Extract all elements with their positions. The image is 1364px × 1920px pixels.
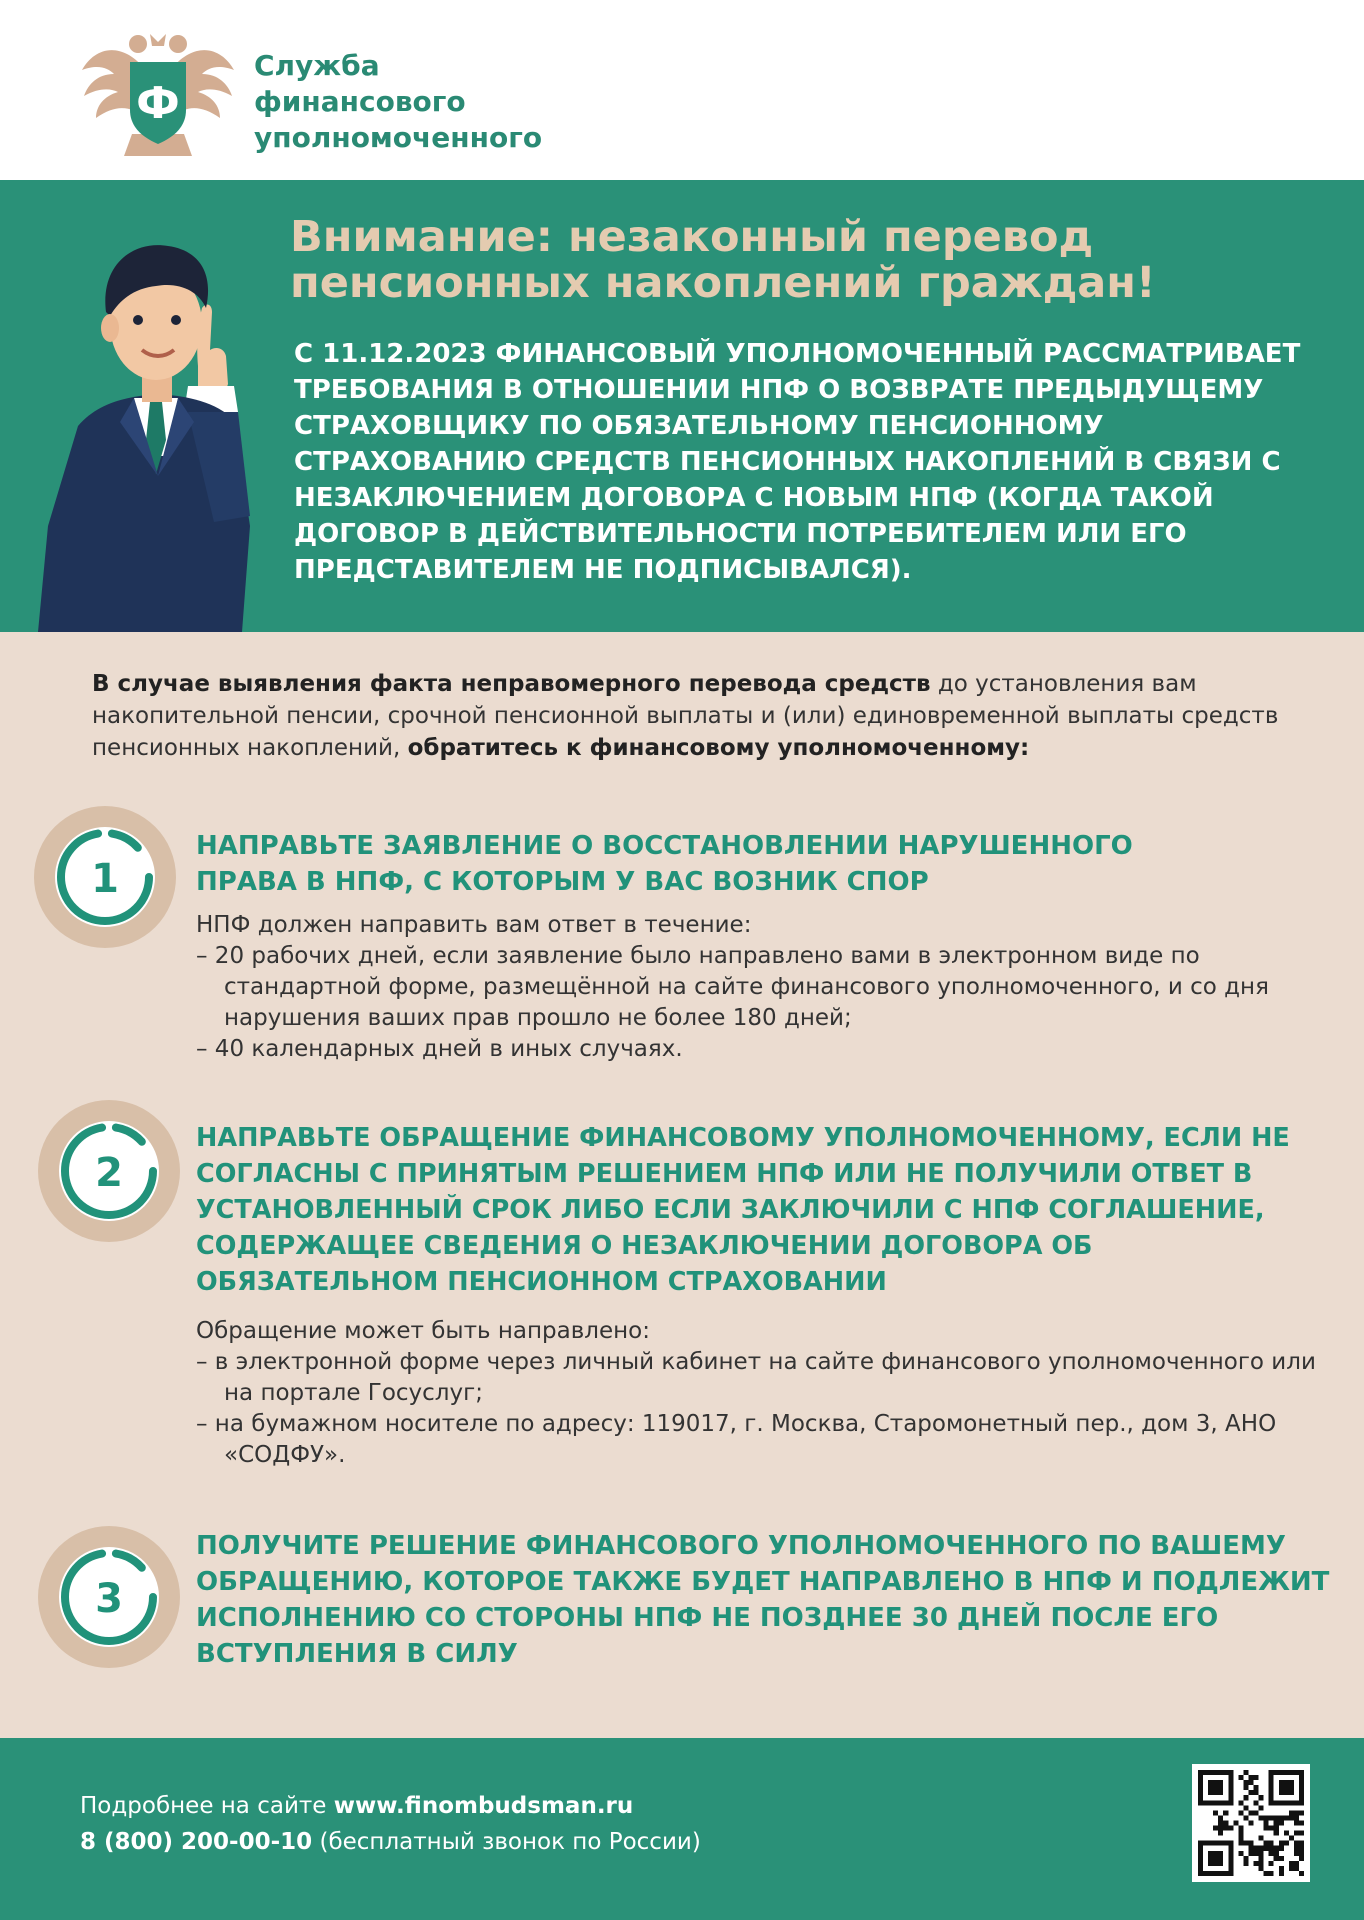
step-title: ПОЛУЧИТЕ РЕШЕНИЕ ФИНАНСОВОГО УПОЛНОМОЧЕННОГО ПО ВАШЕМУ ОБРАЩЕНИЮ, КОТОРОЕ ТАКЖЕ БУДЕТ НАПРАВЛЕНО В НПФ И ПОДЛЕЖИТ ИСПОЛНЕНИЮ СО СТОРОНЫ НПФ НЕ ПОЗДНЕЕ 30 ДНЕЙ ПОСЛЕ ЕГО ВСТУПЛЕНИЯ В СИЛУ (196, 1531, 1330, 1669)
qr-code-graphic (1198, 1770, 1304, 1876)
brand-name-line: Служба (254, 49, 380, 82)
site-prefix: Подробнее на сайте (80, 1793, 334, 1819)
hero-banner (0, 180, 1364, 632)
svg-text:1: 1 (91, 856, 119, 902)
step-number-circle (38, 1526, 180, 1668)
businessman-illustration (38, 216, 268, 632)
step-lead: НПФ должен направить вам ответ в течение: (196, 912, 752, 938)
intro-middle: до установления вам накопительной пенсии, срочной пенсионной выплаты и (или) единовременной выплаты средств пенсионных накоплений, (92, 671, 1279, 761)
page-title (290, 214, 1330, 306)
step-list-item: – 20 рабочих дней, если заявление было направлено вами в электронном виде по стандартной форме, размещённой на сайте финансового уполномоченного, и со дня нарушения ваших прав прошло не более 180 дней; (196, 943, 1269, 1031)
intro-bold-end: обратитесь к финансовому уполномоченному: (407, 735, 1030, 761)
step-number-circle (38, 1100, 180, 1242)
step-list-item: – 40 календарных дней в иных случаях. (196, 1036, 683, 1062)
step-lead: Обращение может быть направлено: (196, 1318, 650, 1344)
intro-paragraph (92, 668, 1322, 764)
step-number-circle (34, 806, 176, 948)
step-body (196, 910, 1336, 1065)
step-title: НАПРАВЬТЕ ЗАЯВЛЕНИЕ О ВОССТАНОВЛЕНИИ НАРУШЕННОГО ПРАВА В НПФ, С КОТОРЫМ У ВАС ВОЗНИК СПОР (196, 831, 1133, 897)
step-title: НАПРАВЬТЕ ОБРАЩЕНИЕ ФИНАНСОВОМУ УПОЛНОМОЧЕННОМУ, ЕСЛИ НЕ СОГЛАСНЫ С ПРИНЯТЫМ РЕШЕНИЕМ НПФ ИЛИ НЕ ПОЛУЧИЛИ ОТВЕТ В УСТАНОВЛЕННЫЙ СРОК ЛИБО ЕСЛИ ЗАКЛЮЧИЛИ С НПФ СОГЛАШЕНИЕ, СОДЕРЖАЩЕЕ СВЕДЕНИЯ О НЕЗАКЛЮЧЕНИИ ДОГОВОРА ОБ ОБЯЗАТЕЛЬНОМ ПЕНСИОННОМ СТРАХОВАНИИ (196, 1123, 1290, 1297)
qr-code-icon[interactable] (1192, 1764, 1310, 1882)
header (0, 0, 1364, 180)
site-link[interactable]: www.finombudsman.ru (333, 1793, 634, 1819)
footer-phone-line (80, 1824, 980, 1860)
footer-site-line (80, 1788, 980, 1824)
svg-text:2: 2 (95, 1150, 123, 1196)
page-title-line: пенсионных накоплений граждан! (290, 258, 1156, 308)
step-body (196, 1316, 1336, 1471)
phone-note: (бесплатный звонок по России) (312, 1829, 701, 1855)
brand-name-line: финансового (254, 85, 466, 118)
brand-name (254, 48, 614, 156)
svg-text:3: 3 (95, 1576, 123, 1622)
eagle-emblem-icon (80, 30, 236, 160)
footer-contacts (80, 1788, 980, 1860)
footer (0, 1738, 1364, 1920)
intro-bold-start: В случае выявления факта неправомерного перевода средств (92, 671, 931, 697)
phone-number[interactable]: 8 (800) 200-00-10 (80, 1829, 313, 1855)
svg-text:Ф: Ф (136, 78, 180, 129)
brand-name-line: уполномоченного (254, 121, 543, 154)
step-list-item: – в электронной форме через личный кабинет на сайте финансового уполномоченного или на портале Госуслуг; (196, 1349, 1316, 1406)
step-list-item: – на бумажном носителе по адресу: 119017, г. Москва, Старомонетный пер., дом 3, АНО «СОДФУ». (196, 1411, 1277, 1468)
hero-notice: С 11.12.2023 ФИНАНСОВЫЙ УПОЛНОМОЧЕННЫЙ РАССМАТРИВАЕТ ТРЕБОВАНИЯ В ОТНОШЕНИИ НПФ О ВОЗВРАТЕ ПРЕДЫДУЩЕМУ СТРАХОВЩИКУ ПО ОБЯЗАТЕЛЬНОМУ ПЕНСИОННОМУ СТРАХОВАНИЮ СРЕДСТВ ПЕНСИОННЫХ НАКОПЛЕНИЙ В СВЯЗИ С НЕЗАКЛЮЧЕНИЕМ ДОГОВОРА С НОВЫМ НПФ (КОГДА ТАКОЙ ДОГОВОР В ДЕЙСТВИТЕЛЬНОСТИ ПОТРЕБИТЕЛЕМ ИЛИ ЕГО ПРЕДСТАВИТЕЛЕМ НЕ ПОДПИСЫВАЛСЯ). (294, 339, 1301, 585)
page-title-line: Внимание: незаконный перевод (290, 212, 1094, 262)
